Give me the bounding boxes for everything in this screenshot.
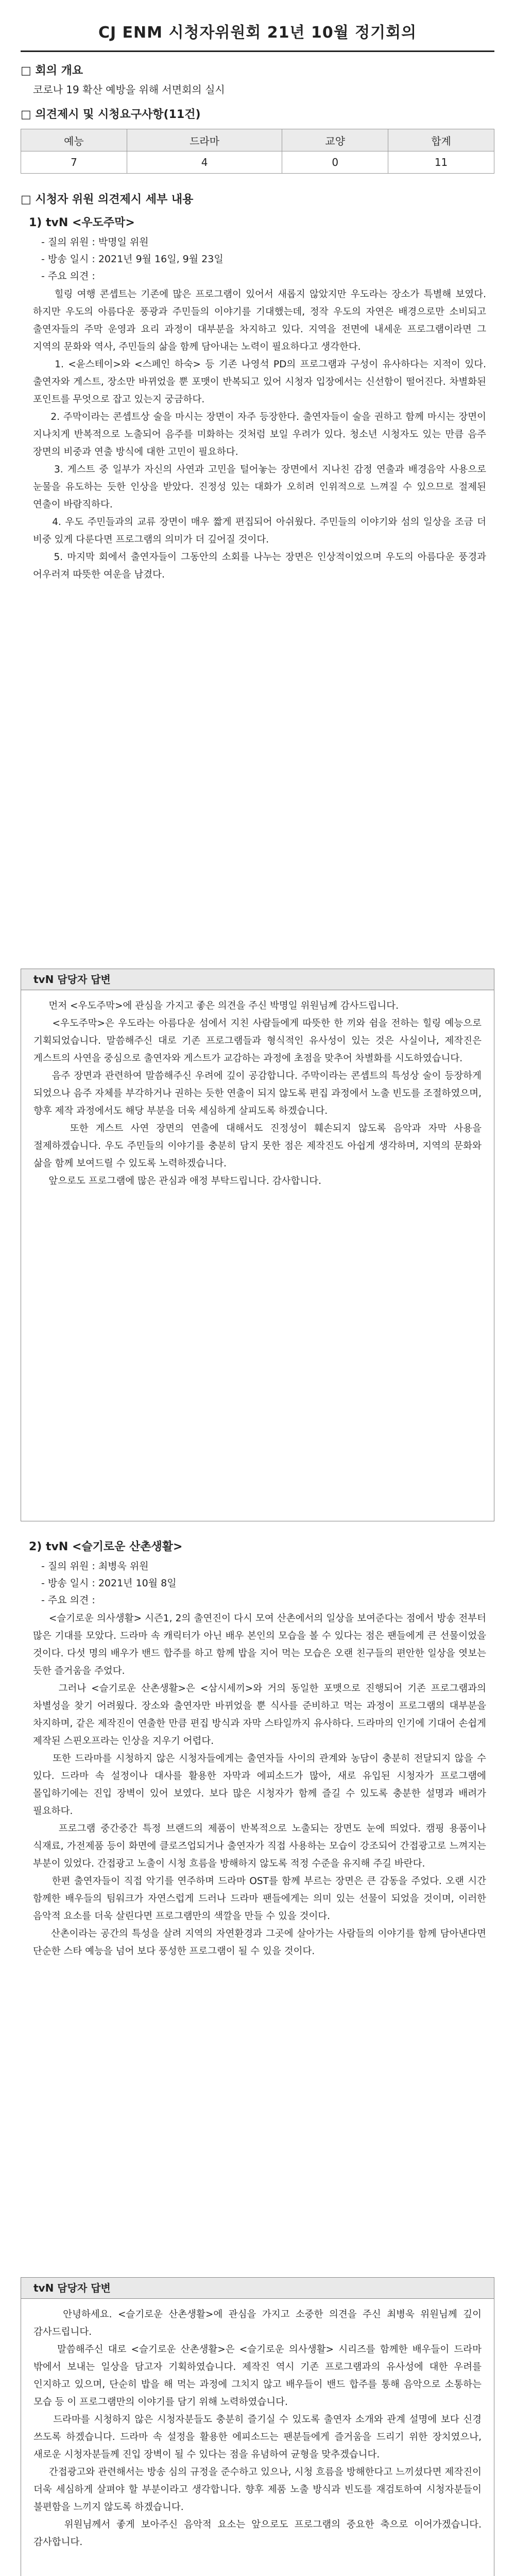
answer-text: 먼저 <우도주막>에 관심을 가지고 좋은 의견을 주신 박명일 위원님께 감사드립니다. <우도주막>은 우도라는 아름다운 섬에서 지친 사람들에게 따뜻한 한 끼와 쉼을 전하는 힐링 예능으로 기획되었습니다. 말씀해주신 대로 기존 프로그램들과 형식적인 유사성이 있는 것은 사실이나, 제작진은 게스트의 사연을 중심으로 출연자와 게스트가 교감하는 과정에 초점을 맞추어 차별화를 시도하였습니다. 음주 장면과 관련하여 말씀해주신 우려에 깊이 공감합니다. 주막이라는 콘셉트의 특성상 술이 등장하게 되었으나 음주 자체를 부각하거나 권하는 듯한 연출이 되지 않도록 편집 과정에서 노출 빈도를 조절하였으며, 향후 제작 과정에서도 해당 부분을 더욱 세심하게 살피도록 하겠습니다. 또한 게스트 사연 장면의 연출에 대해서도 진정성이 훼손되지 않도록 음악과 자막 사용을 절제하겠습니다. 우도 주민들의 이야기를 충분히 담지 못한 점은 제작진도 아쉽게 생각하며, 지역의 문화와 삶을 함께 보여드릴 수 있도록 노력하겠습니다. 앞으로도 프로그램에 많은 관심과 애정 부탁드립니다. 감사합니다.: [33, 1001, 482, 1187]
answer-box: [21, 2298, 494, 2576]
table-cell: 7: [21, 151, 127, 174]
member-line: - 질의 위원 : 박명일 위원: [41, 236, 149, 248]
page-title: CJ ENM 시청자위원회 21년 10월 정기회의: [98, 24, 417, 42]
table-cell: 4: [127, 151, 282, 174]
opinion-count-table: [21, 129, 494, 174]
airdate-line: - 방송 일시 : 2021년 10월 8일: [41, 1578, 177, 1589]
table-header-cell: 드라마: [127, 129, 282, 151]
program-title: 1) tvN <우도주막>: [29, 216, 135, 229]
member-line: - 질의 위원 : 최병욱 위원: [41, 1561, 149, 1572]
table-cell: 11: [388, 151, 494, 174]
overview-text: 코로나 19 확산 예방을 위해 서면회의 실시: [33, 83, 225, 96]
answer-text: 안녕하세요. <슬기로운 산촌생활>에 관심을 가지고 소중한 의견을 주신 최병욱 위원님께 깊이 감사드립니다. 말씀해주신 대로 <슬기로운 산촌생활>은 <슬기로운 의사생활> 시리즈를 함께한 배우들이 드라마 밖에서 보내는 일상을 담고자 기획하였습니다. 제작진 역시 기존 프로그램과의 유사성에 대한 우려를 인지하고 있으며, 단순히 밥을 해 먹는 과정에 그치지 않고 배우들이 밴드 합주를 통해 음악으로 소통하는 모습 등 이 프로그램만의 이야기를 담기 위해 노력하였습니다. 드라마를 시청하지 않은 시청자분들도 충분히 즐기실 수 있도록 출연자 소개와 관계 설명에 보다 신경 쓰도록 하겠습니다. 드라마 속 설정을 활용한 에피소드는 팬분들에게 즐거움을 드리기 위한 장치였으나, 새로운 시청자분들께 진입 장벽이 될 수 있다는 점을 유념하여 균형을 맞추겠습니다. 간접광고와 관련해서는 방송 심의 규정을 준수하고 있으나, 시청 흐름을 방해한다고 느끼셨다면 제작진이 더욱 세심하게 살펴야 할 부분이라고 생각합니다. 향후 제품 노출 방식과 빈도를 재검토하여 시청자분들이 불편함을 느끼지 않도록 하겠습니다. 위원님께서 좋게 보아주신 음악적 요소는 앞으로도 프로그램의 중요한 축으로 이어가겠습니다. 감사합니다.: [33, 2309, 482, 2548]
opinion-label: - 주요 의견 :: [41, 1595, 95, 1606]
opinion-text: 힐링 여행 콘셉트는 기존에 많은 프로그램이 있어서 새롭지 않았지만 우도라는 장소가 특별해 보였다. 하지만 우도의 아름다운 풍광과 주민들의 이야기를 기대했는데, 정작 우도의 자연은 배경으로만 소비되고 출연자들의 주막 운영과 요리 과정이 대부분을 차지하고 있다. 지역을 전면에 내세운 프로그램이라면 그 지역의 문화와 역사, 주민들의 삶을 함께 담아내는 노력이 필요하다고 생각한다. 1. <윤스테이>와 <스페인 하숙> 등 기존 나영석 PD의 프로그램과 구성이 유사하다는 지적이 있다. 출연자와 게스트, 장소만 바뀌었을 뿐 포맷이 반복되고 있어 시청자 입장에서는 신선함이 떨어진다. 차별화된 포인트를 무엇으로 잡고 있는지 궁금하다. 2. 주막이라는 콘셉트상 술을 마시는 장면이 자주 등장한다. 출연자들이 술을 권하고 함께 마시는 장면이 지나치게 반복적으로 노출되어 음주를 미화하는 것처럼 보일 우려가 있다. 청소년 시청자도 있는 만큼 음주 장면의 비중과 연출 방식에 대한 고민이 필요하다. 3. 게스트 중 일부가 자신의 사연과 고민을 털어놓는 장면에서 지나친 감정 연출과 배경음악 사용으로 눈물을 유도하는 듯한 인상을 받았다. 진정성 있는 대화가 오히려 인위적으로 느껴질 수 있으므로 절제된 연출이 바람직하다. 4. 우도 주민들과의 교류 장면이 매우 짧게 편집되어 아쉬웠다. 주민들의 이야기와 섬의 일상을 조금 더 비중 있게 다룬다면 프로그램의 의미가 더 깊어질 것이다. 5. 마지막 회에서 출연자들이 그동안의 소회를 나누는 장면은 인상적이었으며 우도의 아름다운 풍경과 어우러져 따뜻한 여운을 남겼다.: [33, 289, 487, 580]
answer-heading: tvN 담당자 답변: [21, 2277, 494, 2299]
table-header-cell: 교양: [282, 129, 388, 151]
airdate-line: - 방송 일시 : 2021년 9월 16일, 9월 23일: [41, 253, 224, 265]
section-heading-overview: □ 회의 개요: [21, 64, 83, 77]
program-title: 2) tvN <슬기로운 산촌생활>: [29, 1540, 183, 1553]
table-header-cell: 예능: [21, 129, 127, 151]
section-heading-opinions: □ 의견제시 및 시청요구사항(11건): [21, 108, 201, 121]
answer-heading: tvN 담당자 답변: [21, 969, 494, 990]
answer-box: [21, 990, 494, 1521]
table-row: [21, 151, 494, 174]
title-divider: [21, 50, 494, 52]
section-heading-details: □ 시청자 위원 의견제시 세부 내용: [21, 193, 194, 206]
table-header-row: [21, 129, 494, 151]
table-header-cell: 합계: [388, 129, 494, 151]
table-cell: 0: [282, 151, 388, 174]
opinion-text: <슬기로운 의사생활> 시즌1, 2의 출연진이 다시 모여 산촌에서의 일상을 보여준다는 점에서 방송 전부터 많은 기대를 모았다. 드라마 속 캐릭터가 아닌 배우 본인의 모습을 볼 수 있다는 점은 팬들에게 큰 선물이었을 것이다. 다섯 명의 배우가 밴드 합주를 하고 함께 밥을 지어 먹는 모습은 오랜 친구들의 편안한 일상을 엿보는 듯한 즐거움을 주었다. 그러나 <슬기로운 산촌생활>은 <삼시세끼>와 거의 동일한 포맷으로 진행되어 기존 프로그램과의 차별성을 찾기 어려웠다. 장소와 출연자만 바뀌었을 뿐 식사를 준비하고 먹는 과정이 프로그램의 대부분을 차지하며, 같은 제작진이 연출한 만큼 편집 방식과 자막 스타일까지 유사하다. 드라마의 인기에 기대어 손쉽게 제작된 스핀오프라는 인상을 지우기 어렵다. 또한 드라마를 시청하지 않은 시청자들에게는 출연자들 사이의 관계와 농담이 충분히 전달되지 않을 수 있다. 드라마 속 설정이나 대사를 활용한 자막과 에피소드가 많아, 새로 유입된 시청자가 프로그램에 몰입하기에는 진입 장벽이 있어 보였다. 보다 많은 시청자가 함께 즐길 수 있도록 충분한 설명과 배려가 필요하다. 프로그램 중간중간 특정 브랜드의 제품이 반복적으로 노출되는 장면도 눈에 띄었다. 캠핑 용품이나 식재료, 가전제품 등이 화면에 클로즈업되거나 출연자가 직접 사용하는 모습이 강조되어 간접광고로 느껴지는 부분이 있었다. 간접광고 노출이 시청 흐름을 방해하지 않도록 적정 수준을 유지해 주길 바란다. 한편 출연자들이 직접 악기를 연주하며 드라마 OST를 함께 부르는 장면은 큰 감동을 주었다. 오랜 시간 함께한 배우들의 팀워크가 자연스럽게 드러나 드라마 팬들에게는 의미 있는 선물이 되었을 것이며, 이러한 음악적 요소를 더욱 살린다면 프로그램만의 색깔을 만들 수 있을 것이다. 산촌이라는 공간의 특성을 살려 지역의 자연환경과 그곳에 살아가는 사람들의 이야기를 함께 담아낸다면 단순한 스타 예능을 넘어 보다 풍성한 프로그램이 될 수 있을 것이다.: [33, 1613, 487, 1957]
opinion-label: - 주요 의견 :: [41, 270, 95, 282]
